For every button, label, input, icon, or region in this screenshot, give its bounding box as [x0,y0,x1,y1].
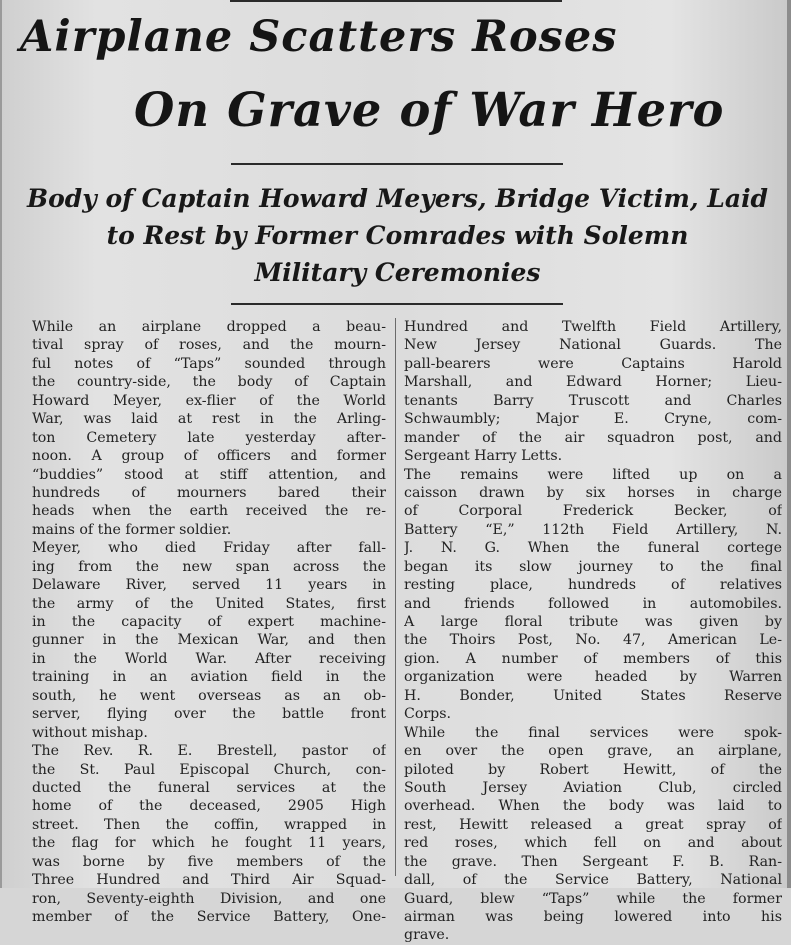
text-line: Battery “E,” 112th Field Artillery, N. [404,521,782,538]
text-line: Schwaumbly; Major E. Cryne, com- [404,411,782,428]
text-line: caisson drawn by six horses in charge [404,484,782,501]
text-line: While an airplane dropped a beau- [32,319,386,335]
text-line: home of the deceased, 2905 High [32,798,386,815]
text-line: Hundred and Twelfth Field Artillery, [404,319,782,335]
text-line: The Rev. R. E. Brestell, pastor of [32,743,386,760]
text-line: A large floral tribute was given by [404,614,782,630]
text-line: the St. Paul Episcopal Church, con- [32,761,386,778]
text-line: the flag for which he fought 11 years, [32,835,386,852]
text-line: red roses, which fell on and about [404,835,782,852]
text-line: mander of the air squadron post, and [404,429,782,446]
text-line: dall, of the Service Battery, National [404,872,782,889]
text-line: mains of the former soldier. [32,521,232,538]
text-line: en over the open grave, an airplane, [404,743,782,760]
text-line: Delaware River, served 11 years in [32,577,386,594]
text-line: the Thoirs Post, No. 47, American Le- [404,632,782,649]
article-column-1 [32,318,386,926]
text-line: While the final services were spok- [404,724,782,741]
text-line: airman was being lowered into his [404,909,782,925]
text-line: War, was laid at rest in the Arling- [32,411,386,428]
text-line: of Corporal Frederick Becker, of [404,503,782,520]
deck-line-1: Body of Captain Howard Meyers, Bridge Victim, Laid [26,184,769,213]
text-line: heads when the earth received the re- [32,503,386,520]
text-line: ing from the new span across the [32,558,386,575]
text-line: The remains were lifted up on a [404,466,782,483]
headline-divider [231,163,563,165]
text-line: Marshall, and Edward Horner; Lieu- [404,374,782,391]
text-line: New Jersey National Guards. The [404,337,782,354]
text-line: in the capacity of expert machine- [32,614,386,630]
text-line: ducted the funeral services at the [32,779,386,796]
article-column-2 [404,318,782,945]
text-line: pall-bearers were Captains Harold [404,355,782,372]
text-line: Sergeant Harry Letts. [404,448,563,465]
headline-line-1: Airplane Scatters Roses [20,12,618,62]
text-line: training in an aviation field in the [32,669,386,686]
headline-line-2: On Grave of War Hero [134,83,725,137]
text-line: rest, Hewitt released a great spray of [404,816,782,833]
text-line: “buddies” stood at stiff attention, and [32,466,386,483]
text-line: resting place, hundreds of relatives [404,577,782,594]
text-line: piloted by Robert Hewitt, of the [404,761,782,778]
text-line: the army of the United States, first [32,595,386,612]
deck-line-2: to Rest by Former Comrades with Solemn [106,221,689,250]
text-line: H. Bonder, United States Reserve [404,687,782,704]
text-line: gion. A number of members of this [404,650,782,667]
text-line: Corps. [404,706,452,723]
text-line: street. Then the coffin, wrapped in [32,816,386,833]
text-line: Guard, blew “Taps” while the former [404,890,782,907]
top-rule [230,0,562,2]
text-line: ful notes of “Taps” sounded through [32,355,386,372]
text-line: server, flying over the battle front [32,706,386,723]
text-line: gunner in the Mexican War, and then [32,632,386,649]
text-line: tival spray of roses, and the mourn- [32,337,386,354]
text-line: Three Hundred and Third Air Squad- [32,872,386,889]
text-line: ron, Seventy-eighth Division, and one [32,890,386,907]
text-line: hundreds of mourners bared their [32,484,386,501]
text-line: in the World War. After receiving [32,650,386,667]
text-line: overhead. When the body was laid to [404,798,782,815]
subheadline-deck [10,180,785,291]
text-line: J. N. G. When the funeral cortege [404,540,782,557]
text-line: was borne by five members of the [32,853,386,870]
text-line: south, he went overseas as an ob- [32,687,386,704]
text-line: ton Cemetery late yesterday after- [32,429,386,446]
text-line: the grave. Then Sergeant F. B. Ran- [404,853,782,870]
text-line: Howard Meyer, ex-flier of the World [32,392,386,409]
text-line: South Jersey Aviation Club, circled [404,779,782,796]
column-divider [395,318,396,876]
text-line: member of the Service Battery, One- [32,909,386,925]
text-line: grave. [404,927,450,944]
text-line: the country-side, the body of Captain [32,374,386,391]
text-line: tenants Barry Truscott and Charles [404,392,782,409]
deck-divider [231,303,563,305]
deck-line-3: Military Ceremonies [254,258,541,287]
text-line: and friends followed in automobiles. [404,595,782,612]
text-line: began its slow journey to the final [404,558,782,575]
text-line: noon. A group of officers and former [32,448,386,465]
text-line: without mishap. [32,724,148,741]
text-line: organization were headed by Warren [404,669,782,686]
text-line: Meyer, who died Friday after fall- [32,540,386,557]
